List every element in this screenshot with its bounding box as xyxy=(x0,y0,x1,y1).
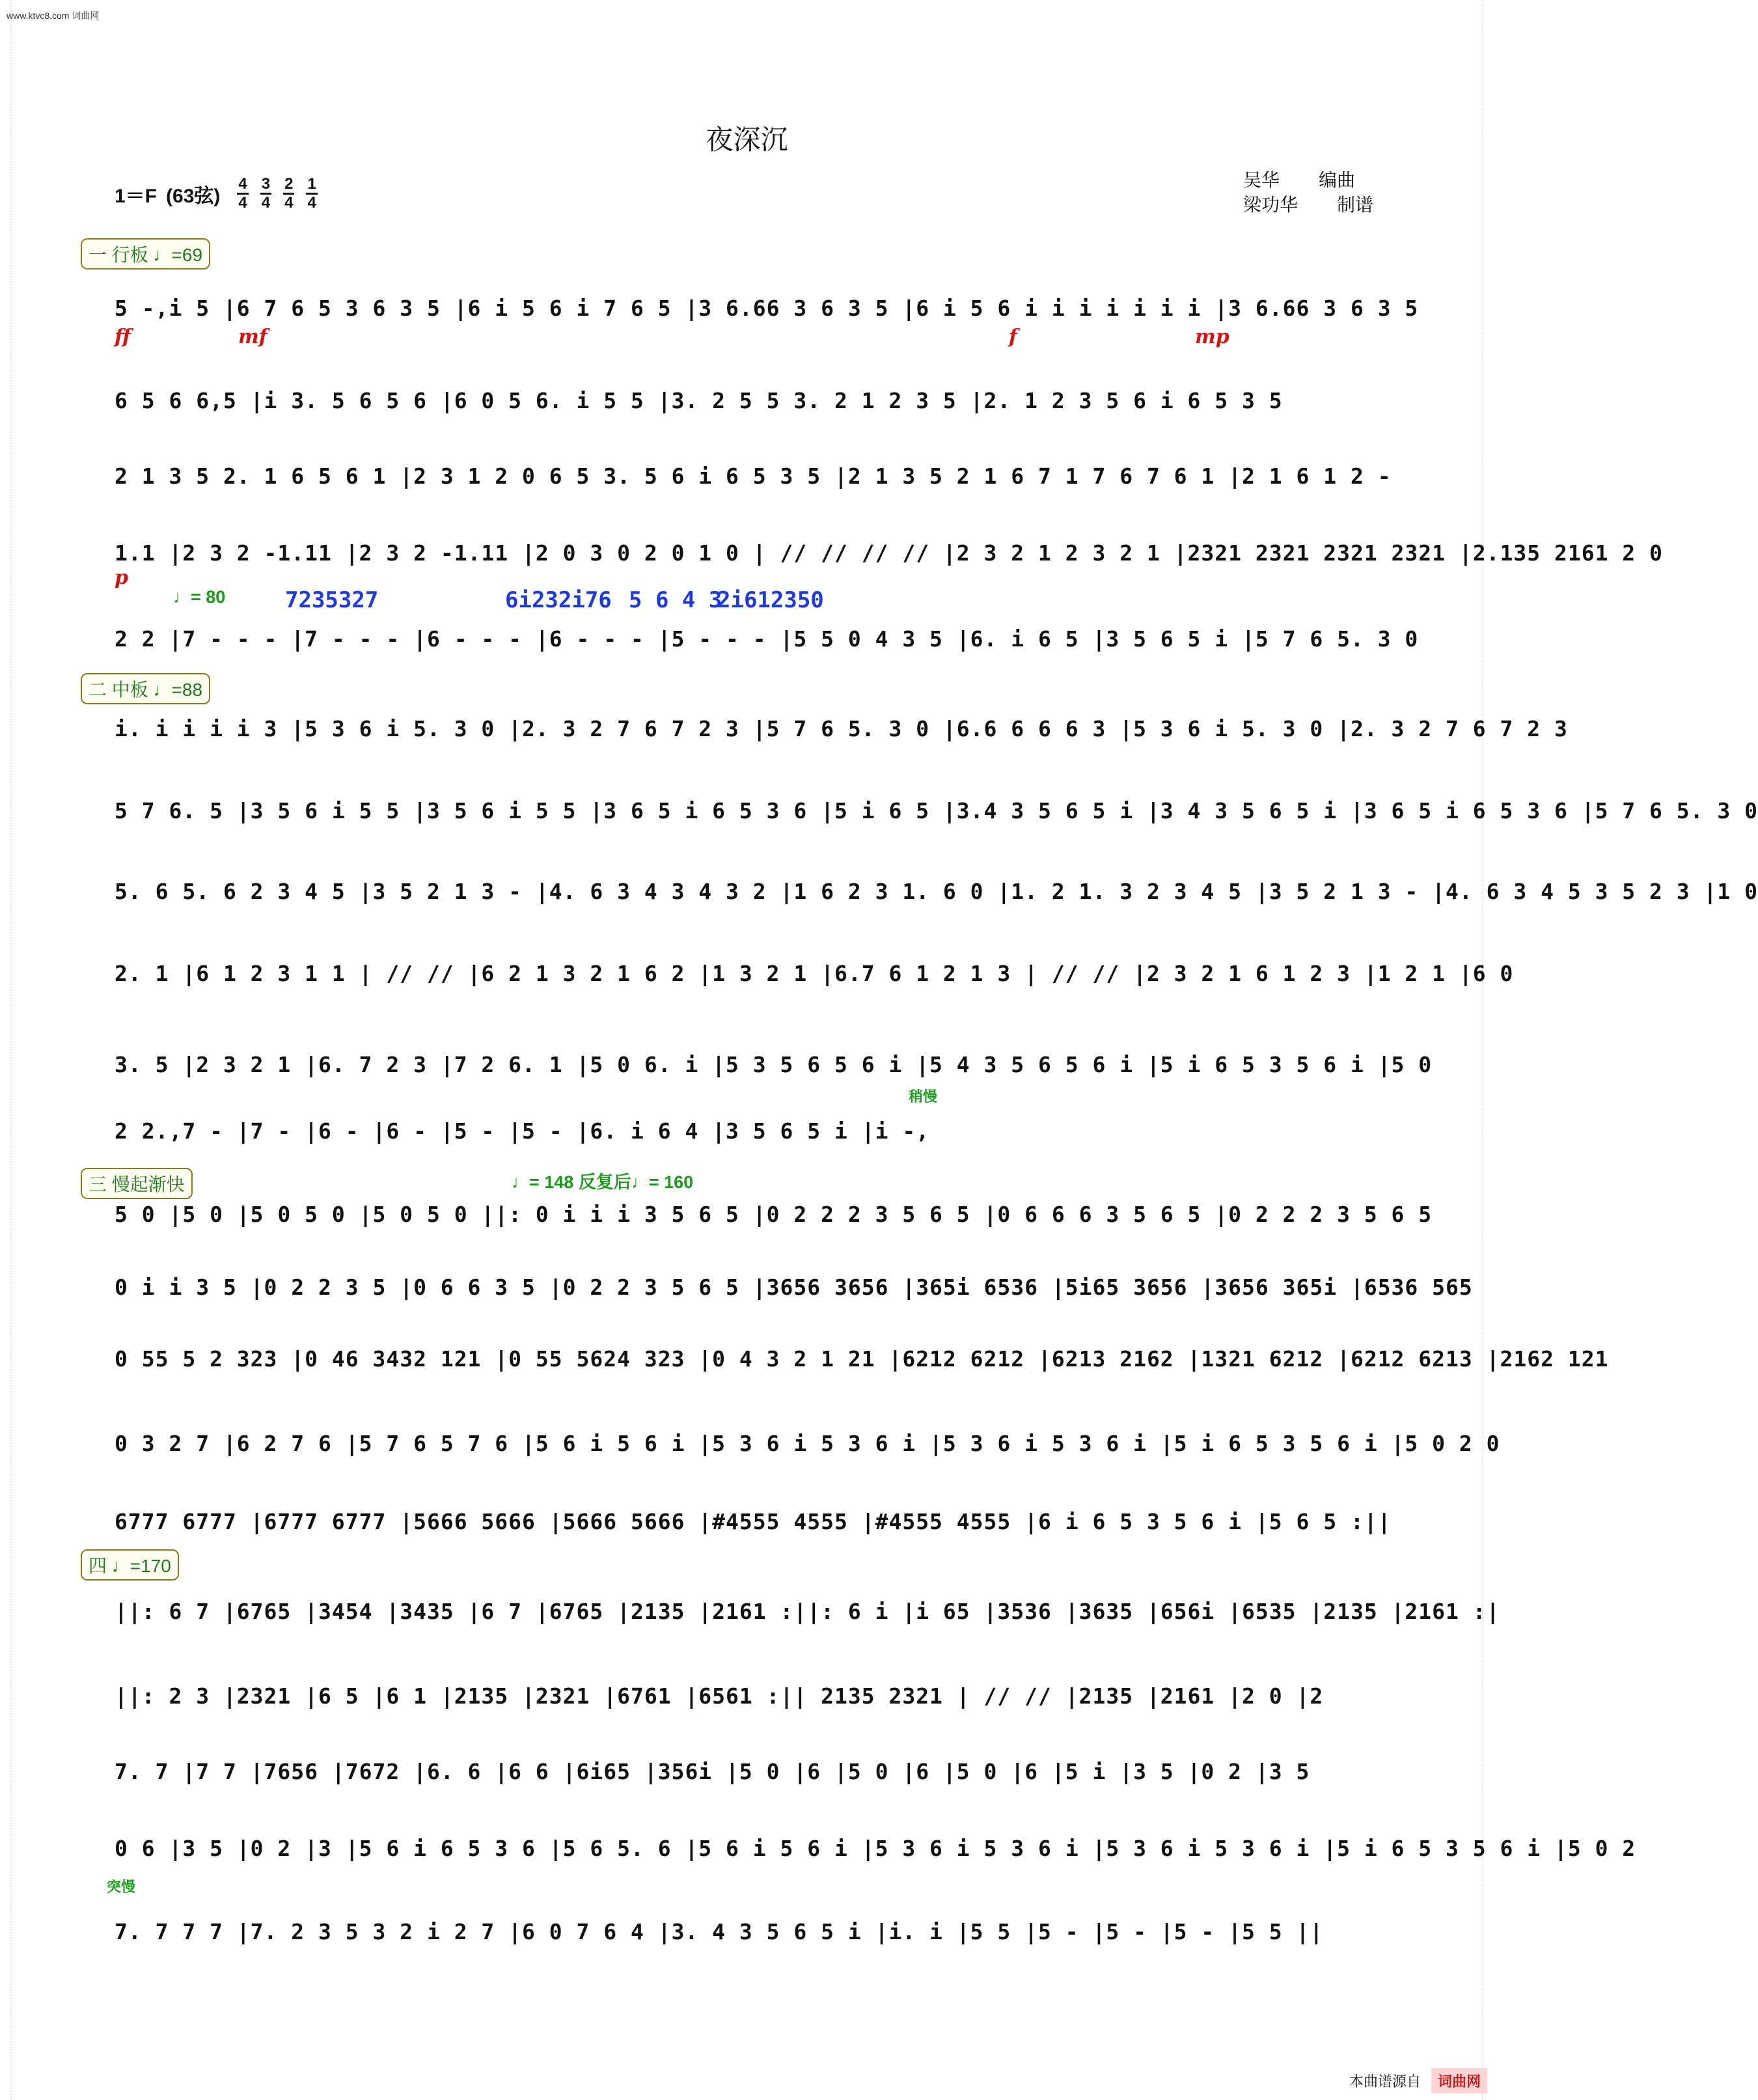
cue-notes-1: 7235327 xyxy=(285,587,379,613)
staff-line-9: 2. 1 |6 1 2 3 1 1 | // // |6 2 1 3 2 1 6 2 |1 3 2 1 |6.7 6 1 2 1 3 | // // |2 3 2 1 6 1 2 3 |1 2 1 |6 0 xyxy=(115,961,1514,986)
staff-line-6: i. i i i i 3 |5 3 6 i 5. 3 0 |2. 3 2 7 6 7 2 3 |5 7 6 5. 3 0 |6.6 6 6 6 3 |5 3 6 i 5. 3 0 |2. 3 2 7 6 7 2 3 xyxy=(115,716,1568,741)
staff-line-21: 7. 7 7 7 |7. 2 3 5 3 2 i 2 7 |6 0 7 6 4 |3. 4 3 5 6 5 i |i. i |5 5 |5 - |5 - |5 - |5 5 || xyxy=(115,1919,1324,1944)
key-signature xyxy=(115,176,318,212)
staff-line-20: 0 6 |3 5 |0 2 |3 |5 6 i 6 5 3 6 |5 6 5. 6 |5 6 i 5 6 i |5 3 6 i 5 3 6 i |5 3 6 i 5 3 6 i |5 i 6 5 3 5 6 i |5 0 2 xyxy=(115,1836,1636,1861)
tempo-slower: 稍慢 xyxy=(909,1088,938,1105)
dynamic-ff: ff xyxy=(115,325,131,348)
credit-transcriber: 梁功华 制谱 xyxy=(1243,195,1374,215)
staff-line-14: 0 55 5 2 323 |0 46 3432 121 |0 55 5624 323 |0 4 3 2 1 21 |6212 6212 |6213 2162 |1321 6212 |6212 6213 |2162 121 xyxy=(115,1346,1609,1372)
meter-3-4: $\frac{3}{4}$ xyxy=(261,175,271,212)
dynamic-mp: mp xyxy=(1195,325,1229,348)
footer xyxy=(1349,2068,1487,2093)
strings-text: (63弦) xyxy=(166,185,221,207)
cue-notes-2: 6i232i76 xyxy=(505,587,612,613)
staff-line-12: 5 0 |5 0 |5 0 5 0 |5 0 5 0 ||: 0 i i i 3 5 6 5 |0 2 2 2 3 5 6 5 |0 6 6 6 3 5 6 5 |0 2 2 2 3 5 6 5 xyxy=(115,1202,1433,1227)
staff-line-5: 2 2 |7 - - - |7 - - - |6 - - - |6 - - - |5 - - - |5 5 0 4 3 5 |6. i 6 5 |3 5 6 5 i |5 7 6 5. 3 0 xyxy=(115,626,1419,652)
staff-line-15: 0 3 2 7 |6 2 7 6 |5 7 6 5 7 6 |5 6 i 5 6 i |5 3 6 i 5 3 6 i |5 3 6 i 5 3 6 i |5 i 6 5 3 5 6 i |5 0 2 0 xyxy=(115,1431,1500,1456)
staff-line-8: 5. 6 5. 6 2 3 4 5 |3 5 2 1 3 - |4. 6 3 4 3 4 3 2 |1 6 2 3 1. 6 0 |1. 2 1. 3 2 3 4 5 |3 5 2 1 3 - |4. 6 3 4 5 3 5 2 3 |1 0 xyxy=(115,879,1758,904)
page-title: 夜深沉 xyxy=(706,124,788,155)
cue-notes-4: 2i612350 xyxy=(717,587,824,613)
section-label-2: 二 中板 ♩=88 xyxy=(81,673,210,704)
dynamic-p: p xyxy=(115,566,128,589)
meter-1-4: $\frac{1}{4}$ xyxy=(307,175,316,212)
tempo-sudden-slow: 突慢 xyxy=(107,1879,136,1895)
credits xyxy=(1243,168,1373,217)
staff-line-16: 6777 6777 |6777 6777 |5666 5666 |5666 5666 |#4555 4555 |#4555 4555 |6 i 6 5 3 5 6 i |5 6 5 :|| xyxy=(115,1509,1392,1534)
section-label-3: 三 慢起渐快 xyxy=(81,1168,193,1199)
dynamic-f: f xyxy=(1009,325,1017,348)
credit-arranger: 吴华 编曲 xyxy=(1243,170,1356,190)
footer-source: 本曲谱源自 xyxy=(1349,2073,1421,2090)
meter-4-4: $\frac{4}{4}$ xyxy=(238,175,247,212)
tempo-148: ♩= 148 反复后♩= 160 xyxy=(512,1172,694,1192)
staff-line-18: ||: 2 3 |2321 |6 5 |6 1 |2135 |2321 |6761 |6561 :|| 2135 2321 | // // |2135 |2161 |2 0 |2 xyxy=(115,1683,1324,1709)
staff-line-3: 2 1 3 5 2. 1 6 5 6 1 |2 3 1 2 0 6 5 3. 5 6 i 6 5 3 5 |2 1 3 5 2 1 6 7 1 7 6 7 6 1 |2 1 6 1 2 - xyxy=(115,463,1392,489)
meter-list xyxy=(237,176,317,212)
meter-2-4: $\frac{2}{4}$ xyxy=(284,175,294,212)
key-text: 1＝F xyxy=(115,185,158,207)
section-label-1: 一 行板 ♩=69 xyxy=(81,238,210,269)
staff-line-13: 0 i i 3 5 |0 2 2 3 5 |0 6 6 3 5 |0 2 2 3 5 6 5 |3656 3656 |365i 6536 |5i65 3656 |3656 365i |6536 565 xyxy=(115,1275,1473,1300)
staff-line-11: 2 2.,7 - |7 - |6 - |6 - |5 - |5 - |6. i 6 4 |3 5 6 5 i |i -, xyxy=(115,1118,930,1144)
staff-line-4: 1.1 |2 3 2 -1.11 |2 3 2 -1.11 |2 0 3 0 2 0 1 0 | // // // // |2 3 2 1 2 3 2 1 |2321 2321 2321 2321 |2.135 2161 2 0 xyxy=(115,540,1663,566)
page-border-left xyxy=(0,0,12,2100)
dynamic-mf: mf xyxy=(238,325,268,348)
staff-line-1: 5 -,i 5 |6 7 6 5 3 6 3 5 |6 i 5 6 i 7 6 5 |3 6.66 3 6 3 5 |6 i 5 6 i i i i i i i |3 6.66 3 6 3 5 xyxy=(115,296,1419,321)
site-header: www.ktvc8.com 词曲网 xyxy=(7,10,100,21)
page-border-right xyxy=(1482,0,1494,2100)
staff-line-2: 6 5 6 6,5 |i 3. 5 6 5 6 |6 0 5 6. i 5 5 |3. 2 5 5 3. 2 1 2 3 5 |2. 1 2 3 5 6 i 6 5 3 5 xyxy=(115,388,1283,413)
staff-line-7: 5 7 6. 5 |3 5 6 i 5 5 |3 5 6 i 5 5 |3 6 5 i 6 5 3 6 |5 i 6 5 |3.4 3 5 6 5 i |3 4 3 5 6 5 i |3 6 5 i 6 5 3 6 |5 7 6 5. 3 0 xyxy=(115,798,1758,823)
cue-notes-3: 5 6 4 3 xyxy=(629,587,722,613)
staff-line-19: 7. 7 |7 7 |7656 |7672 |6. 6 |6 6 |6i65 |356i |5 0 |6 |5 0 |6 |5 0 |6 |5 i |3 5 |0 2 |3 5 xyxy=(115,1759,1310,1784)
staff-line-10: 3. 5 |2 3 2 1 |6. 7 2 3 |7 2 6. 1 |5 0 6. i |5 3 5 6 5 6 i |5 4 3 5 6 5 6 i |5 i 6 5 3 5 6 i |5 0 xyxy=(115,1052,1433,1077)
tempo-80: ♩= 80 xyxy=(173,587,226,607)
section-label-4: 四 ♩=170 xyxy=(81,1549,179,1581)
footer-logo[interactable]: 词曲网 xyxy=(1431,2068,1487,2093)
staff-line-17: ||: 6 7 |6765 |3454 |3435 |6 7 |6765 |2135 |2161 :||: 6 i |i 65 |3536 |3635 |656i |6535 |2135 |2161 :| xyxy=(115,1599,1500,1624)
